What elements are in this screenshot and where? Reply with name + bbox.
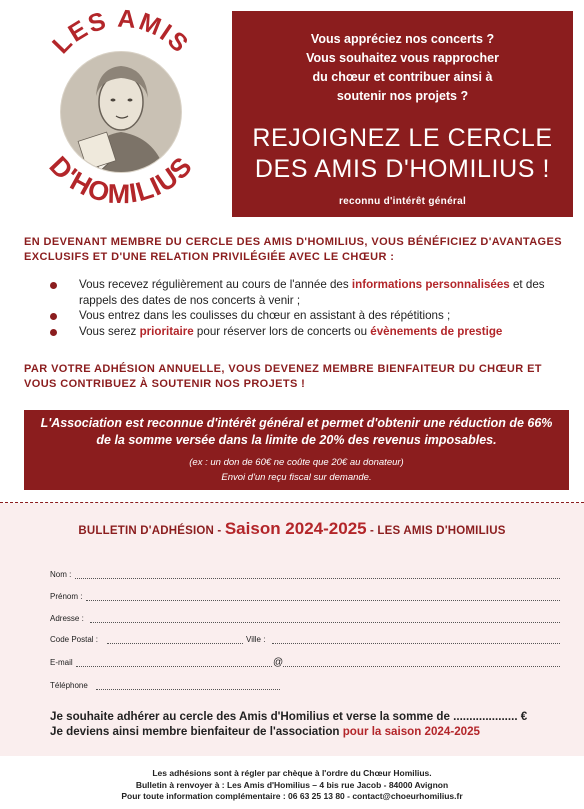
list-item: Vous serez prioritaire pour réserver lors de concerts ou évènements de prestige (48, 324, 568, 340)
bullet-icon (50, 313, 57, 320)
address-input-line[interactable] (90, 622, 560, 623)
join-banner (232, 11, 573, 217)
name-input-line[interactable] (75, 578, 560, 579)
benefits-heading: EN DEVENANT MEMBRE DU CERCLE DES AMIS D'HOMILIUS, VOUS BÉNÉFICIEZ D'AVANTAGES EXCLUSIFS ET D'UNE RELATION PRIVILÉGIÉE AVEC LE CHŒUR : (24, 236, 562, 263)
banner-headline: REJOIGNEZ LE CERCLE DES AMIS D'HOMILIUS ! (252, 124, 553, 183)
at-sign: @ (273, 657, 284, 668)
list-item: Vous entrez dans les coulisses du chœur en assistant à des répétitions ; (48, 308, 568, 324)
postal-code-input-line[interactable] (107, 643, 243, 644)
tax-reduction-text: L'Association est reconnue d'intérêt général et permet d'obtenir une réduction de 66% de la somme versée dans la limite de 20% des revenus imposables. (40, 416, 553, 447)
firstname-field[interactable]: Prénom : (50, 592, 560, 602)
list-item: Vous recevez régulièrement au cours de l'année des informations personnalisées et des rappels des dates de nos concerts à venir ; (48, 277, 568, 308)
email-domain-input-line[interactable] (283, 666, 560, 667)
form-title: BULLETIN D'ADHÉSION - Saison 2024-2025 - LES AMIS D'HOMILIUS (78, 519, 506, 538)
banner-questions: Vous appréciez nos concerts ? Vous souhaitez vous rapprocher du chœur et contribuer ainsi à soutenir nos projets ? (306, 32, 499, 103)
homilius-logo (18, 8, 224, 214)
logo-bottom-text: D'HOMILIUS (43, 150, 199, 210)
address-field[interactable]: Adresse : (50, 614, 560, 624)
name-field[interactable]: Nom : (50, 570, 560, 580)
bullet-icon (50, 329, 57, 336)
logo-top-text: LES AMIS (47, 8, 195, 60)
phone-field[interactable]: Téléphone (50, 681, 280, 691)
footer-info: Les adhésions sont à régler par chèque à l'ordre du Chœur Homilius. Bulletin à renvoyer à : Les Amis d'Homilius – 4 bis rue Jacob - 84000 Avignon Pour toute information complémentaire : 06 63 25 13 80 - contact@choeurhomilius.fr (121, 768, 463, 801)
email-field[interactable]: E-mail @ (50, 658, 560, 668)
email-user-input-line[interactable] (76, 666, 272, 667)
city-input-line[interactable] (272, 643, 560, 644)
recognition-note: reconnu d'intérêt général (338, 196, 467, 207)
firstname-input-line[interactable] (86, 600, 560, 601)
membership-heading: PAR VOTRE ADHÉSION ANNUELLE, VOUS DEVENEZ MEMBRE BIENFAITEUR DU CHŒUR ET VOUS CONTRIBUEZ À SOUTENIR NOS PROJETS ! (24, 363, 542, 390)
tax-example: (ex : un don de 60€ ne coûte que 20€ au donateur) Envoi d'un reçu fiscal sur demande. (189, 457, 404, 483)
tax-reduction-box (24, 410, 569, 490)
postal-city-field[interactable]: Code Postal : Ville : (50, 635, 560, 645)
membership-pledge: Je souhaite adhérer au cercle des Amis d'Homilius et verse la somme de .................... € Je deviens ainsi membre bienfaiteur de l'association pour la saison 2024-2025 (50, 710, 528, 738)
phone-input-line[interactable] (96, 689, 280, 690)
benefits-list (48, 277, 568, 339)
bullet-icon (50, 282, 57, 289)
